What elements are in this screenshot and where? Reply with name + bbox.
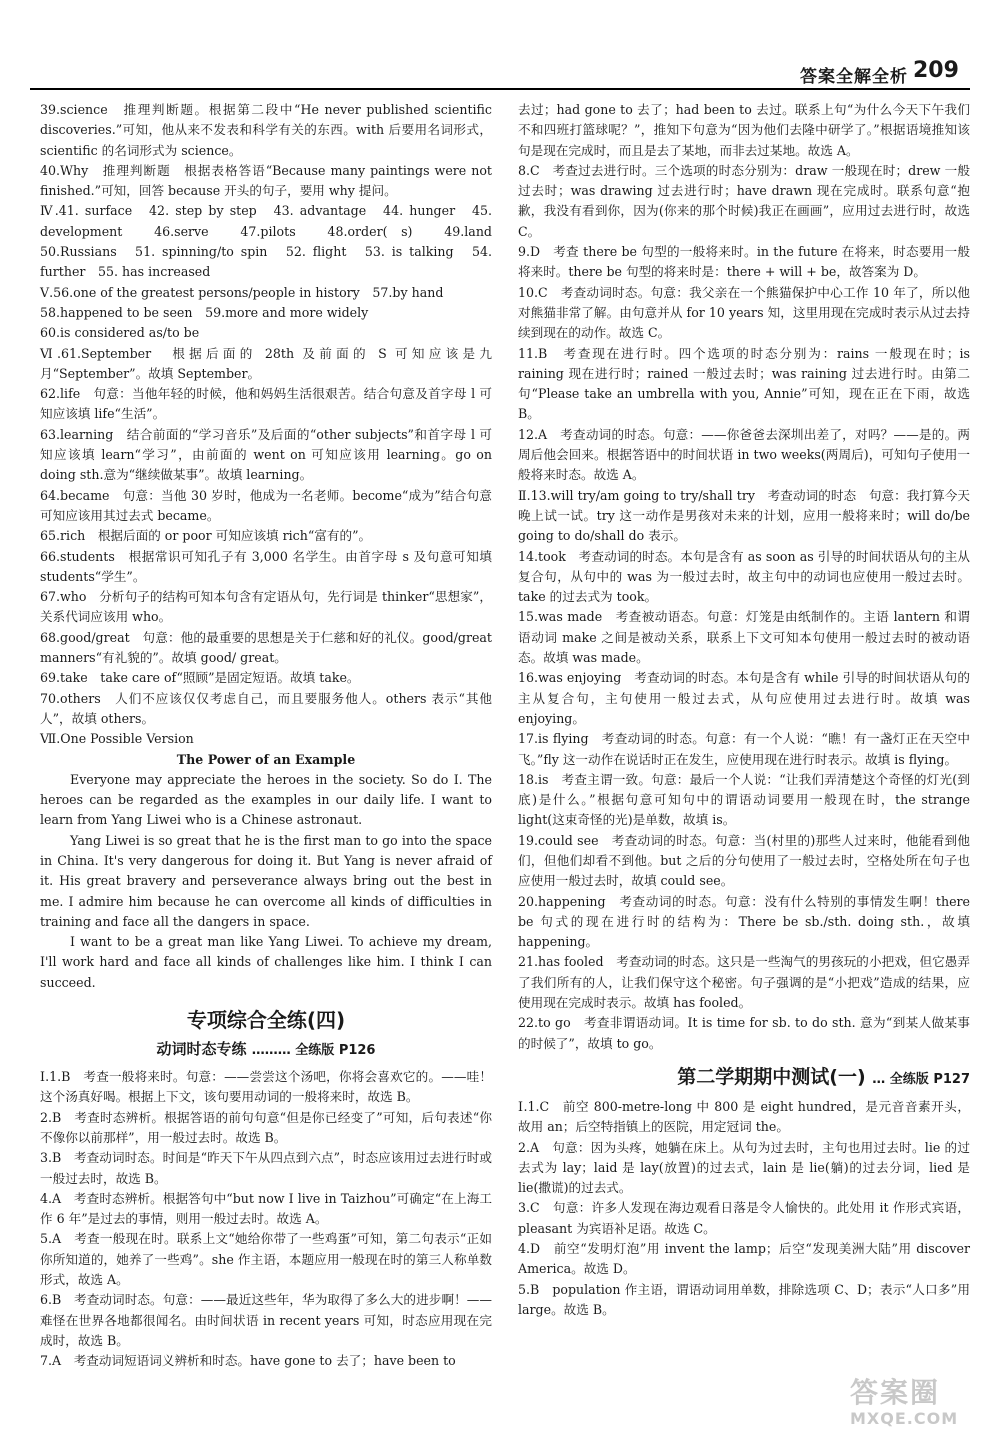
- answer-item: 19.could see 考查动词的时态。句意：当(村里的)那些人过来时，他能看到他们，但他们却看不到他。but 之后的分句使用了一般过去时，空格处所在句子也应使用一般过去时，故填 could see。: [518, 832, 971, 889]
- answer-item: 12.A 考查动词的时态。句意：——你爸爸去深圳出差了，对吗？——是的。两周后他会回来。根据答语中的时间状语 in two weeks(两周后)，可知句子使用一般将来时态。故选 A。: [518, 426, 970, 483]
- left-column: [40, 100, 505, 1440]
- answer-item: Ⅳ.41. surface 42. step by step 43. advantage 44. hunger 45. development 46.serve 47.pilots 48.order( s) 49.land 50.Russians 51. spinning/to spin 52. flight 53. is talking 54. further 55. has increased: [40, 203, 505, 280]
- watermark-url: MXQE.COM: [850, 1409, 959, 1428]
- answer-item: 3.B 考查动词时态。时间是“昨天下午从四点到六点”，时态应该用过去进行时或一般过去时，故选 B。: [40, 1150, 492, 1186]
- answer-item: Ⅰ.1.C 前空 800-metre-long 中 800 是 eight hundred，是元音音素开头，故用 an；后空特指镇上的医院，用定冠词 the。: [518, 1098, 970, 1135]
- answer-item: 63.learning 结合前面的“学习音乐”及后面的“other subjects”和首字母 l 可知应该填 learn“学习”，由前面的 went on 可知应该用 learning。go on doing sth.意为“继续做某事”。故填 learning。: [40, 426, 492, 483]
- answer-item: 16.was enjoying 考查动词的时态。本句是含有 while 引导的时间状语从句的主从复合句，主句使用一般过去式，从句应使用过去进行时。故填 was enjoying。: [518, 670, 970, 726]
- answer-item: 4.A 考查时态辨析。根据答句中“but now I live in Taizhou”可确定“在上海工作 6 年”是过去的事情，则用一般过去时。故选 A。: [40, 1190, 492, 1227]
- answer-item: 去过；had gone to 去了；had been to 去过。联系上句“为什么今天下午我们不和四班打篮球呢？”，推知下句意为“因为他们去隆中研学了。”根据语境推知该句是现在完成时，而且是去了某地，而非去过某地。故选 A。: [518, 102, 970, 158]
- answer-item: 70.others 人们不应该仅仅考虑自己，而且要服务他人。others 表示“其他人”，故填 others。: [40, 690, 492, 726]
- essay-title: The Power of an Example: [176, 751, 356, 767]
- answer-item: 7.A 考查动词短语词义辨析和时态。have gone to 去了；have been to: [40, 1353, 456, 1369]
- answer-item: Ⅶ.One Possible Version: [40, 731, 194, 747]
- answer-item: 2.A 句意：因为头疼，她躺在床上。从句为过去时，主句也用过去时。lie 的过去式为 lay；laid 是 lay(放置)的过去式，lain 是 lie(躺)的过去分词，lied 是 lie(撒谎)的过去式。: [518, 1139, 970, 1196]
- answer-item: 5.B population 作主语，谓语动词用单数，排除选项 C、D；表示“人口多”用 large。故选 B。: [518, 1281, 970, 1317]
- answer-item: 8.C 考查过去进行时。三个选项的时态分别为：draw 一般现在时；drew 一般过去时；was drawing 过去进行时；have drawn 现在完成时。联系句意“抱歉，我没有看到你，因为(你来的那个时候)我正在画画”，应用过去进行时，故选 C。: [518, 162, 970, 239]
- answer-item: 20.happening 考查动词的时态。句意：没有什么特别的事情发生啊！there be 句式的现在进行时的结构为：There be sb./sth. doing sth.，故填 happening。: [518, 893, 970, 950]
- answer-item: 58.happened to be seen 59.more and more widely: [40, 304, 369, 320]
- answer-item: Ⅰ.1.B 考查一般将来时。句意：——尝尝这个汤吧，你将会喜欢它的。——哇！这个汤真好喝。根据上下文，该句要用动词的一般将来时，故选 B。: [40, 1069, 492, 1105]
- answer-item: Ⅵ.61.September 根据后面的 28th 及前面的 S 可知应该是九月“September”。故填 September。: [40, 345, 492, 381]
- answer-item: 66.students 根据常识可知孔子有 3,000 名学生。由首字母 s 及句意可知填 students“学生”。: [40, 548, 492, 584]
- answer-item: 5.A 考查一般现在时。联系上文“她给你带了一些鸡蛋”可知，第二句表示“正如你所知道的，她养了一些鸡”。she 作主语，本题应用一般现在时的第三人称单数形式，故选 A。: [40, 1231, 492, 1288]
- section-title: 专项综合全练(四): [186, 1008, 346, 1033]
- answer-item: 11.B 考查现在进行时。四个选项的时态分别为：rains 一般现在时；is raining 现在进行时；rained 一般过去时；was raining 过去进行时。由第二句“Please take an umbrella with you, Annie”可知，现在正在下雨，故选 B。: [518, 345, 970, 422]
- essay-paragraph: I want to be a great man like Yang Liwei. To achieve my dream, I'll work hard and face all kinds of challenges like him. I think I can succeed.: [40, 934, 492, 990]
- essay-paragraph: Yang Liwei is so great that he is the first man to go into the space in China. It's very dangerous for doing it. But Yang is never afraid of it. His great bravery and perseverance always bring out the best in me. I admire him because he can overcome all kinds of difficulties in training and face all the dangers in space.: [40, 832, 492, 929]
- essay-paragraph: Everyone may appreciate the heroes in the society. So do I. The heroes can be regarded as the examples in our daily life. I want to learn from Yang Liwei who is a Chinese astronaut.: [40, 771, 492, 828]
- answer-item: 4.D 前空“发明灯泡”用 invent the lamp；后空“发现美洲大陆”用 discover America。故选 D。: [518, 1241, 970, 1277]
- answer-list-left-2: [40, 1067, 492, 1371]
- answer-item: 17.is flying 考查动词的时态。句意：有一个人说：“瞧！有一盏灯正在天空中飞。”fly 这一动作在说话时正在发生，应使用现在进行时表示。故填 is flying。: [518, 731, 970, 767]
- answer-list-left-1: [40, 100, 505, 750]
- answer-item: 6.B 考查动词时态。句意：——最近这些年，华为取得了多么大的进步啊！——难怪在世界各地都很闻名。由时间状语 in recent years 可知，时态应用现在完成时，故选 B。: [40, 1292, 492, 1348]
- sub-section-page-ref: ……… 全练版 P126: [251, 1043, 376, 1059]
- answer-item: 69.take take care of“照顾”是固定短语。故填 take。: [40, 670, 360, 686]
- watermark-logo: [850, 1377, 980, 1437]
- answer-item: 21.has fooled 考查动词的时态。这只是一些淘气的男孩玩的小把戏，但它愚弄了我们所有的人，让我们保守这个秘密。句子强调的是“小把戏”造成的结果，应使用现在完成时表示。故填 has fooled。: [518, 954, 970, 1011]
- answer-list-right-1: [518, 100, 970, 1054]
- answer-item: 40.Why 推理判断题 根据表格答语“Because many paintings were not finished.”可知，回答 because 开头的句子，要用 why 提问。: [40, 162, 492, 199]
- answer-item: 18.is 考查主谓一致。句意：最后一个人说：“让我们弄清楚这个奇怪的灯光(到底)是什么。”根据句意可知句中的谓语动词要用一般现在时，the strange light(这束奇怪的光)是单数，故填 is。: [518, 771, 970, 828]
- exam-title: 第二学期期中测试(一): [677, 1065, 866, 1088]
- sub-section-header: [40, 1037, 492, 1063]
- answer-list-right-2: [518, 1097, 970, 1320]
- answer-item: 67.who 分析句子的结构可知本句含有定语从句，先行词是 thinker“思想家”，关系代词应该用 who。: [40, 589, 492, 625]
- answer-item: 64.became 句意：当他 30 岁时，他成为一名老师。become“成为”结合句意可知应该用其过去式 became。: [40, 487, 492, 523]
- header-divider: [30, 88, 970, 90]
- exam-header: [518, 1060, 970, 1097]
- answer-item: 60.is considered as/to be: [40, 325, 200, 341]
- answer-item: 22.to go 考查非谓语动词。It is time for sb. to do sth. 意为“到某人做某事的时候了”，故填 to go。: [518, 1015, 970, 1051]
- essay-body: [40, 770, 492, 993]
- page-number: 209: [913, 58, 959, 83]
- header-title: 答案全解全析: [800, 67, 908, 87]
- answer-item: 15.was made 考查被动语态。句意：灯笼是由纸制作的。主语 lantern 和谓语动词 make 之间是被动关系，联系上下文可知本句使用一般过去时的被动语态。故填 was made。: [518, 609, 970, 666]
- answer-item: 65.rich 根据后面的 or poor 可知应该填 rich“富有的”。: [40, 528, 372, 544]
- answer-item: 3.C 句意：许多人发现在海边观看日落是令人愉快的。此处用 it 作形式宾语，pleasant 为宾语补足语。故选 C。: [518, 1200, 970, 1236]
- sub-section-title: 动词时态专练: [156, 1040, 247, 1059]
- answer-item: Ⅴ.56.one of the greatest persons/people in history 57.by hand: [40, 284, 444, 300]
- exam-page-ref: … 全练版 P127: [872, 1071, 970, 1087]
- answer-item: 9.D 考查 there be 句型的一般将来时。in the future 在将来，时态要用一般将来时。there be 句型的将来时是：there + will + be，故答案为 D。: [518, 244, 970, 280]
- answer-item: 2.B 考查时态辨析。根据答语的前句句意“但是你已经变了”可知，后句表述“你不像你以前那样”，用一般过去时。故选 B。: [40, 1109, 492, 1145]
- right-column: [518, 100, 970, 1440]
- answer-item: 39.science 推理判断题。根据第二段中“He never published scientific discoveries.”可知，他从来不发表和科学有关的东西。with 后要用名词形式，scientific 的名词形式为 science。: [40, 102, 492, 158]
- answer-item: 68.good/great 句意：他的最重要的思想是关于仁慈和好的礼仪。good/great manners“有礼貌的”。故填 good/ great。: [40, 629, 492, 666]
- answer-item: 14.took 考查动词的时态。本句是含有 as soon as 引导的时间状语从句的主从复合句，从句中的 was 为一般过去时，故主句中的动词也应使用一般过去时。take 的过去式为 took。: [518, 548, 970, 605]
- page-header: [0, 0, 1000, 106]
- answer-item: Ⅱ.13.will try/am going to try/shall try 考查动词的时态 句意：我打算今天晚上试一试。try 这一动作是男孩对未来的计划，应用一般将来时；will do/be going to do/shall do 表示。: [518, 487, 970, 544]
- answer-item: 62.life 句意：当他年轻的时候，他和妈妈生活很艰苦。结合句意及首字母 l 可知应该填 life“生活”。: [40, 386, 492, 422]
- watermark-logo-text: 答案圈: [850, 1376, 941, 1409]
- answer-item: 10.C 考查动词时态。句意：我父亲在一个熊猫保护中心工作 10 年了，所以他对熊猫非常了解。由句意并从 for 10 years 知，这里用现在完成时表示从过去持续到现在的动作。故选 C。: [518, 284, 970, 341]
